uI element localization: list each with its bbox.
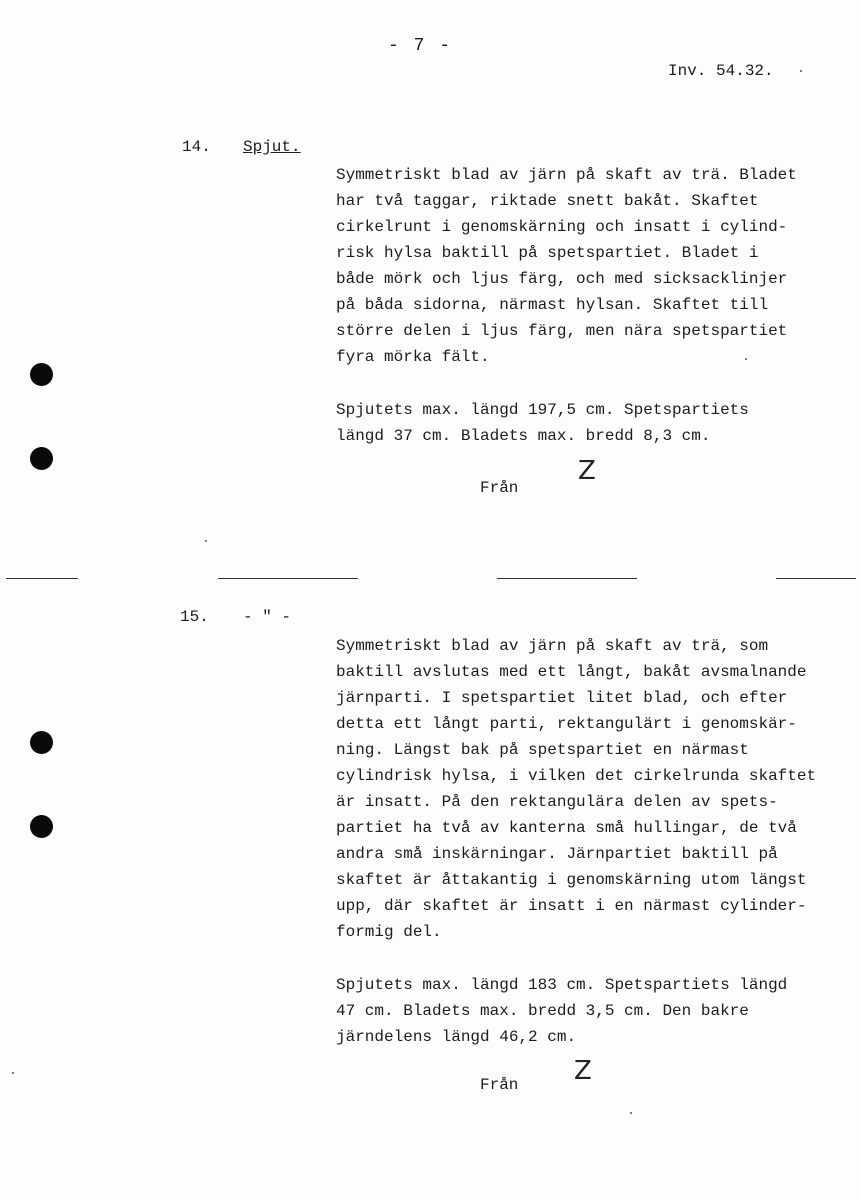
entry-15-title: - " - xyxy=(243,608,292,626)
description-line: Symmetriskt blad av järn på skaft av trä, som xyxy=(336,637,769,655)
punch-hole-icon xyxy=(30,731,53,754)
entry-14-number: 14. xyxy=(182,138,211,156)
entry-15-measurements xyxy=(336,972,856,1050)
description-line: större delen i ljus färg, men nära spetspartiet xyxy=(336,322,788,340)
separator-line xyxy=(776,578,856,579)
measurement-line: Spjutets max. längd 183 cm. Spetspartiets längd xyxy=(336,976,788,994)
measurement-line: Spjutets max. längd 197,5 cm. Spetspartiets xyxy=(336,401,749,419)
punch-hole-icon xyxy=(30,815,53,838)
description-line: detta ett långt parti, rektangulärt i genomskär- xyxy=(336,715,797,733)
description-line: cylindrisk hylsa, i vilken det cirkelrunda skaftet xyxy=(336,767,817,785)
description-line: är insatt. På den rektangulära delen av spets- xyxy=(336,793,778,811)
page-number: - 7 - xyxy=(388,36,453,56)
scan-speck-icon xyxy=(800,70,802,72)
entry-14-title: Spjut. xyxy=(243,138,301,156)
scan-speck-icon xyxy=(12,1072,14,1074)
separator-line xyxy=(497,578,637,579)
punch-hole-icon xyxy=(30,447,53,470)
measurement-line: järndelens längd 46,2 cm. xyxy=(336,1028,577,1046)
description-line: Symmetriskt blad av järn på skaft av trä. Bladet xyxy=(336,166,797,184)
scan-speck-icon xyxy=(630,1112,632,1114)
entry-15-number: 15. xyxy=(180,608,209,626)
description-line: risk hylsa baktill på spetspartiet. Bladet i xyxy=(336,244,759,262)
entry-15-description xyxy=(336,633,856,945)
description-line: ning. Längst bak på spetspartiet en närmast xyxy=(336,741,749,759)
scan-speck-icon xyxy=(745,358,747,360)
scan-speck-icon xyxy=(205,540,207,542)
description-line: både mörk och ljus färg, och med sicksacklinjer xyxy=(336,270,788,288)
description-line: på båda sidorna, närmast hylsan. Skaftet till xyxy=(336,296,769,314)
description-line: partiet ha två av kanterna små hullingar, de två xyxy=(336,819,797,837)
description-line: fyra mörka fält. xyxy=(336,348,490,366)
description-line: baktill avslutas med ett långt, bakåt avsmalnande xyxy=(336,663,807,681)
inventory-number: Inv. 54.32. xyxy=(668,62,774,80)
entry-15-handwritten-mark: Z xyxy=(574,1056,592,1086)
description-line: cirkelrunt i genomskärning och insatt i cylind- xyxy=(336,218,788,236)
separator-line xyxy=(218,578,358,579)
description-line: formig del. xyxy=(336,923,442,941)
description-line: järnparti. I spetspartiet litet blad, och efter xyxy=(336,689,788,707)
description-line: har två taggar, riktade snett bakåt. Skaftet xyxy=(336,192,759,210)
description-line: andra små inskärningar. Järnpartiet baktill på xyxy=(336,845,778,863)
punch-hole-icon xyxy=(30,363,53,386)
entry-14-handwritten-mark: Z xyxy=(578,456,596,486)
description-line: upp, där skaftet är insatt i en närmast cylinder- xyxy=(336,897,807,915)
entry-14-measurements xyxy=(336,397,856,449)
entry-14-description xyxy=(336,162,856,370)
description-line: skaftet är åttakantig i genomskärning utom längst xyxy=(336,871,807,889)
entry-14-from-label: Från xyxy=(480,479,519,497)
measurement-line: längd 37 cm. Bladets max. bredd 8,3 cm. xyxy=(336,427,711,445)
entry-15-from-label: Från xyxy=(480,1076,519,1094)
measurement-line: 47 cm. Bladets max. bredd 3,5 cm. Den bakre xyxy=(336,1002,749,1020)
separator-line xyxy=(6,578,78,579)
